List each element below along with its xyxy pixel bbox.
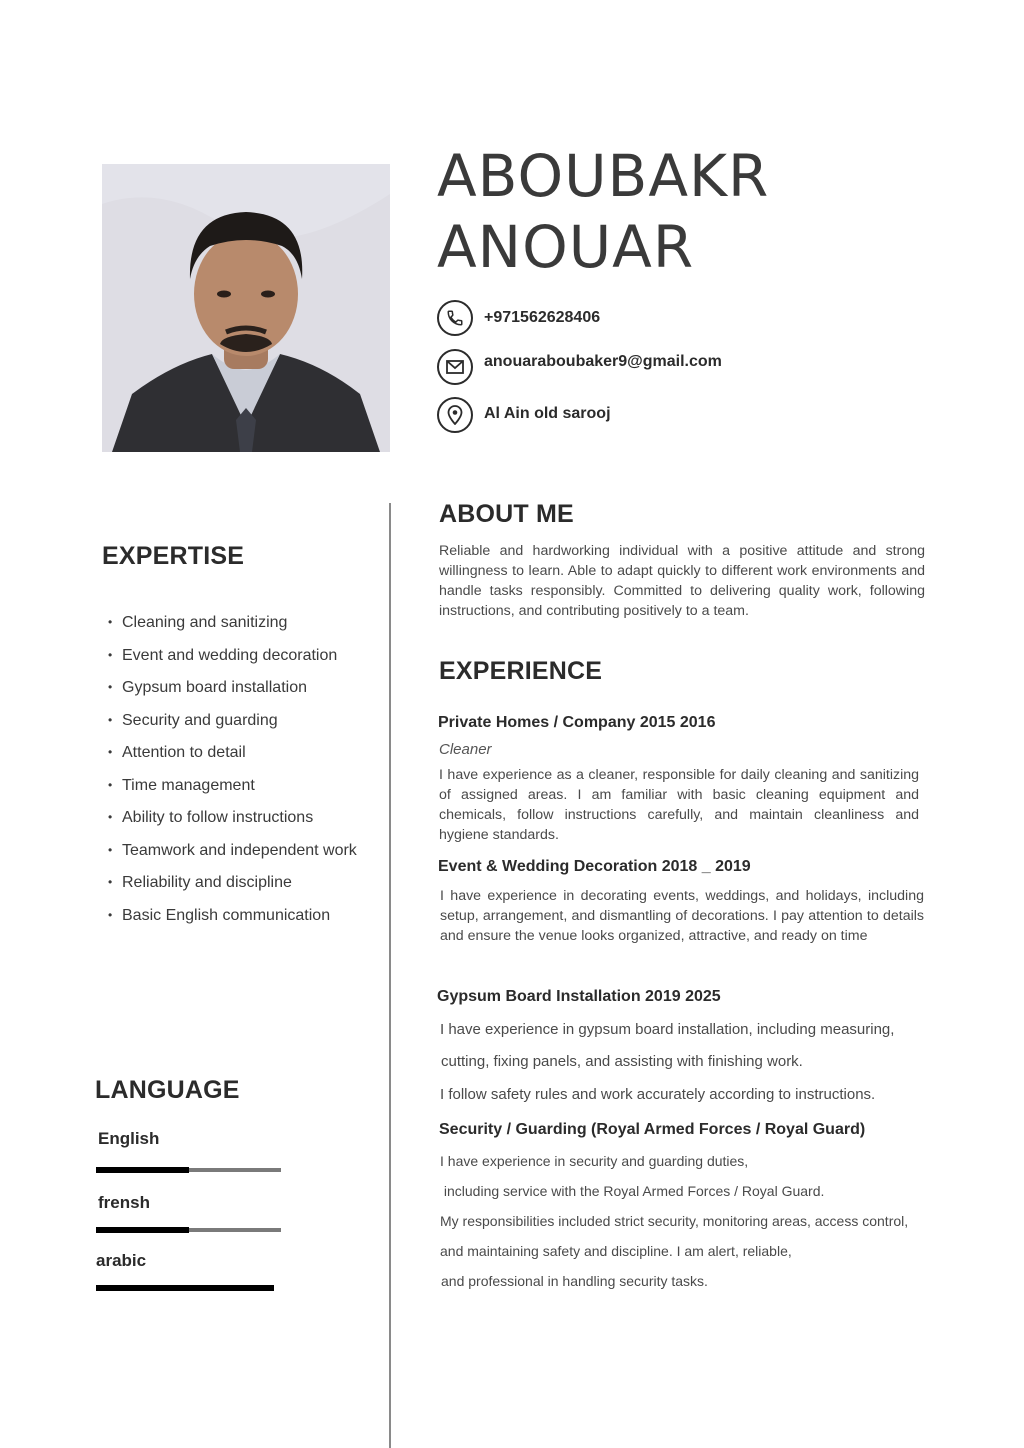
job-title: Security / Guarding (Royal Armed Forces / Royal Guard) [439, 1121, 866, 1138]
expertise-item: • Time management [108, 777, 357, 810]
job-description: I have experience as a cleaner, responsible for daily cleaning and sanitizing of assigned areas. I am familiar with basic cleaning equipment and chemicals, follow instructions carefully, and maintain cleanliness and hygiene standards. [439, 767, 919, 843]
profile-photo [102, 164, 390, 452]
mail-icon [437, 349, 473, 385]
job-role: Cleaner [439, 741, 492, 758]
expertise-item: • Gypsum board installation [108, 679, 357, 712]
expertise-item: • Event and wedding decoration [108, 647, 357, 680]
about-text: Reliable and hardworking individual with a positive attitude and strong willingness to learn. Able to adapt quickly to different work environments and handle tasks responsibly. Committed to delivering quality work, following instructions, and contributing positively to a team. [439, 543, 925, 619]
job-description-line: cutting, fixing panels, and assisting with finishing work. [441, 1053, 803, 1070]
language-level-fill [96, 1285, 274, 1291]
job-description-line: and maintaining safety and discipline. I am alert, reliable, [440, 1243, 792, 1259]
language-title: LANGUAGE [95, 1076, 240, 1104]
job-description-line: I follow safety rules and work accurately according to instructions. [440, 1086, 876, 1103]
language-level-fill [96, 1167, 189, 1173]
language-name: arabic [96, 1251, 147, 1270]
location-text: Al Ain old sarooj [484, 405, 611, 422]
expertise-item: • Ability to follow instructions [108, 809, 357, 842]
language-level-bar [96, 1168, 281, 1172]
language-level-bar [96, 1286, 274, 1290]
job-description-line: I have experience in gypsum board installation, including measuring, [440, 1021, 895, 1038]
job-description-line: I have experience in security and guarding duties, [440, 1153, 749, 1169]
expertise-item: • Attention to detail [108, 744, 357, 777]
job-description-line: including service with the Royal Armed Forces / Royal Guard. [440, 1183, 825, 1199]
expertise-item: • Reliability and discipline [108, 874, 357, 907]
column-divider [389, 503, 391, 1448]
experience-title: EXPERIENCE [439, 657, 603, 685]
expertise-item: • Teamwork and independent work [108, 842, 357, 875]
language-level-fill [96, 1227, 189, 1233]
expertise-list [108, 614, 357, 939]
expertise-item: • Security and guarding [108, 712, 357, 745]
job-description-line: and professional in handling security tasks. [441, 1273, 708, 1289]
job-title: Gypsum Board Installation 2019 2025 [437, 988, 721, 1005]
email-address: anouaraboubaker9@gmail.com [484, 353, 722, 370]
job-description-line: My responsibilities included strict security, monitoring areas, access control, [440, 1213, 909, 1229]
expertise-title: EXPERTISE [102, 542, 245, 570]
last-name: ANOUAR [437, 213, 695, 281]
phone-number: +971562628406 [484, 309, 601, 326]
job-description: I have experience in decorating events, weddings, and holidays, including setup, arrangement, and dismantling of decorations. I pay attention to details and ensure the venue looks organized, attractive, and ready on time [440, 888, 924, 944]
about-title: ABOUT ME [439, 500, 574, 528]
language-name: English [98, 1129, 160, 1148]
location-pin-icon [437, 397, 473, 433]
language-name: frensh [98, 1193, 150, 1212]
phone-icon [437, 300, 473, 336]
expertise-item: • Cleaning and sanitizing [108, 614, 357, 647]
language-level-bar [96, 1228, 281, 1232]
job-title: Event & Wedding Decoration 2018 _ 2019 [438, 858, 751, 875]
expertise-item: • Basic English communication [108, 907, 357, 940]
job-title: Private Homes / Company 2015 2016 [438, 714, 716, 731]
first-name: ABOUBAKR [437, 142, 770, 210]
